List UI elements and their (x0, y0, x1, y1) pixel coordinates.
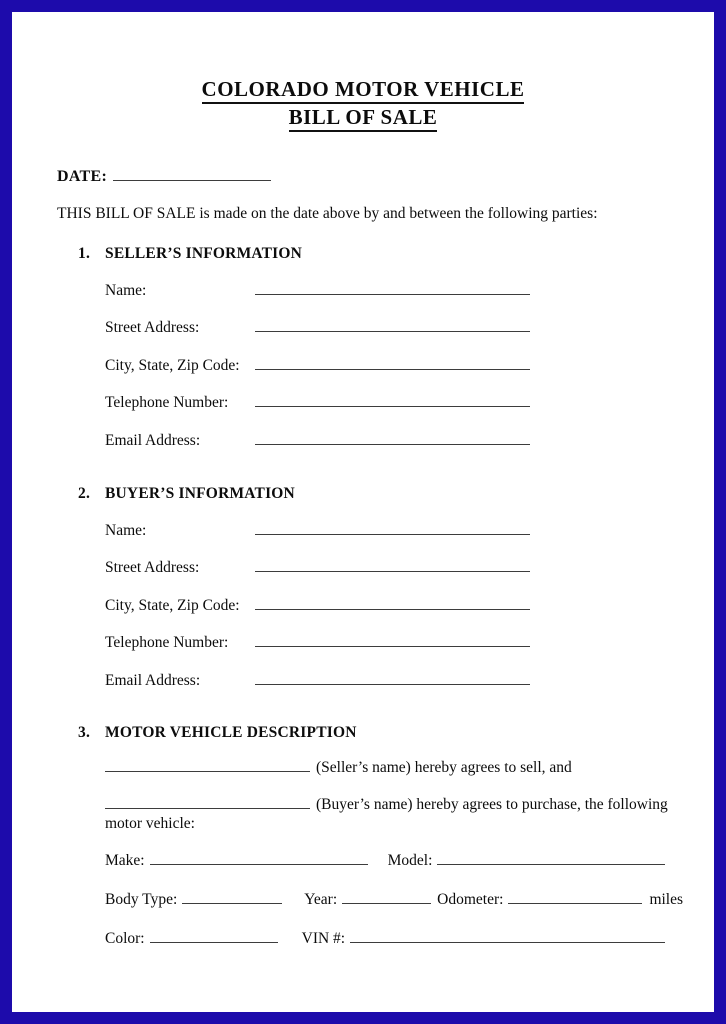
document-title (12, 78, 714, 134)
buyer-clause-text-line1: (Buyer’s name) hereby agrees to purchase, the following (316, 796, 668, 813)
field-row-seller-citystatezip (105, 356, 530, 375)
blank-line (255, 405, 530, 407)
field-row-seller-street (105, 318, 530, 337)
section-2-heading (78, 485, 295, 503)
odometer-blank-line (508, 902, 642, 904)
field-row-buyer-email (105, 671, 530, 690)
field-row-seller-phone (105, 393, 530, 412)
section-3-heading (78, 724, 357, 742)
blank-line (255, 368, 530, 370)
blank-line (255, 683, 530, 685)
make-label: Make: (105, 852, 145, 869)
field-row-buyer-name (105, 521, 530, 540)
color-label: Color: (105, 930, 145, 947)
blank-line (255, 645, 530, 647)
buyer-fields (105, 521, 530, 708)
vin-blank-line (350, 941, 665, 943)
field-label: Telephone Number: (105, 634, 229, 652)
section-1-heading (78, 245, 302, 263)
make-model-row (105, 851, 665, 870)
field-row-buyer-citystatezip (105, 596, 530, 615)
body-type-label: Body Type: (105, 891, 178, 908)
title-line-2: BILL OF SALE (289, 106, 438, 132)
model-label: Model: (387, 852, 433, 869)
field-label: Name: (105, 522, 147, 539)
seller-name-blank-line (105, 771, 310, 772)
field-label: City, State, Zip Code: (105, 596, 240, 614)
bodytype-year-odometer-row (105, 890, 685, 909)
field-label: City, State, Zip Code: (105, 356, 240, 374)
section-1-title: SELLER’S INFORMATION (105, 245, 303, 262)
blank-line (255, 608, 530, 610)
blank-line (255, 330, 530, 332)
make-blank-line (150, 863, 368, 865)
title-line-1: COLORADO MOTOR VEHICLE (202, 78, 525, 104)
section-1-number: 1. (78, 245, 91, 262)
body-type-blank-line (182, 902, 282, 904)
section-2-number: 2. (78, 485, 91, 502)
field-label: Telephone Number: (105, 394, 229, 412)
blank-line (255, 533, 530, 535)
field-row-seller-name (105, 281, 530, 300)
buyer-clause-text-line2: motor vehicle: (105, 815, 195, 833)
section-2-title: BUYER’S INFORMATION (105, 485, 295, 502)
field-label: Name: (105, 282, 147, 299)
section-3-number: 3. (78, 724, 91, 741)
field-row-buyer-phone (105, 633, 530, 652)
date-label: DATE: (57, 168, 108, 185)
section-3-title: MOTOR VEHICLE DESCRIPTION (105, 724, 357, 741)
field-label: Street Address: (105, 319, 200, 337)
seller-fields (105, 281, 530, 468)
buyer-clause (105, 795, 685, 834)
miles-suffix: miles (649, 891, 684, 908)
field-label: Email Address: (105, 431, 201, 449)
blank-line (255, 293, 530, 295)
date-row (57, 168, 271, 186)
intro-text: THIS BILL OF SALE is made on the date above by and between the following parties: (57, 205, 598, 222)
odometer-label: Odometer: (437, 891, 504, 908)
year-label: Year: (304, 891, 338, 908)
color-vin-row (105, 929, 665, 948)
date-blank-line (113, 180, 271, 181)
buyer-name-blank-line (105, 808, 310, 809)
blank-line (255, 443, 530, 445)
year-blank-line (342, 902, 431, 904)
bill-of-sale-form (12, 12, 714, 1012)
seller-clause (105, 758, 685, 777)
field-label: Street Address: (105, 559, 200, 577)
blank-line (255, 570, 530, 572)
color-blank-line (150, 941, 278, 943)
vin-label: VIN #: (301, 930, 346, 947)
field-row-buyer-street (105, 558, 530, 577)
model-blank-line (437, 863, 665, 865)
seller-clause-text: (Seller’s name) hereby agrees to sell, and (316, 759, 572, 776)
field-label: Email Address: (105, 671, 201, 689)
field-row-seller-email (105, 431, 530, 450)
